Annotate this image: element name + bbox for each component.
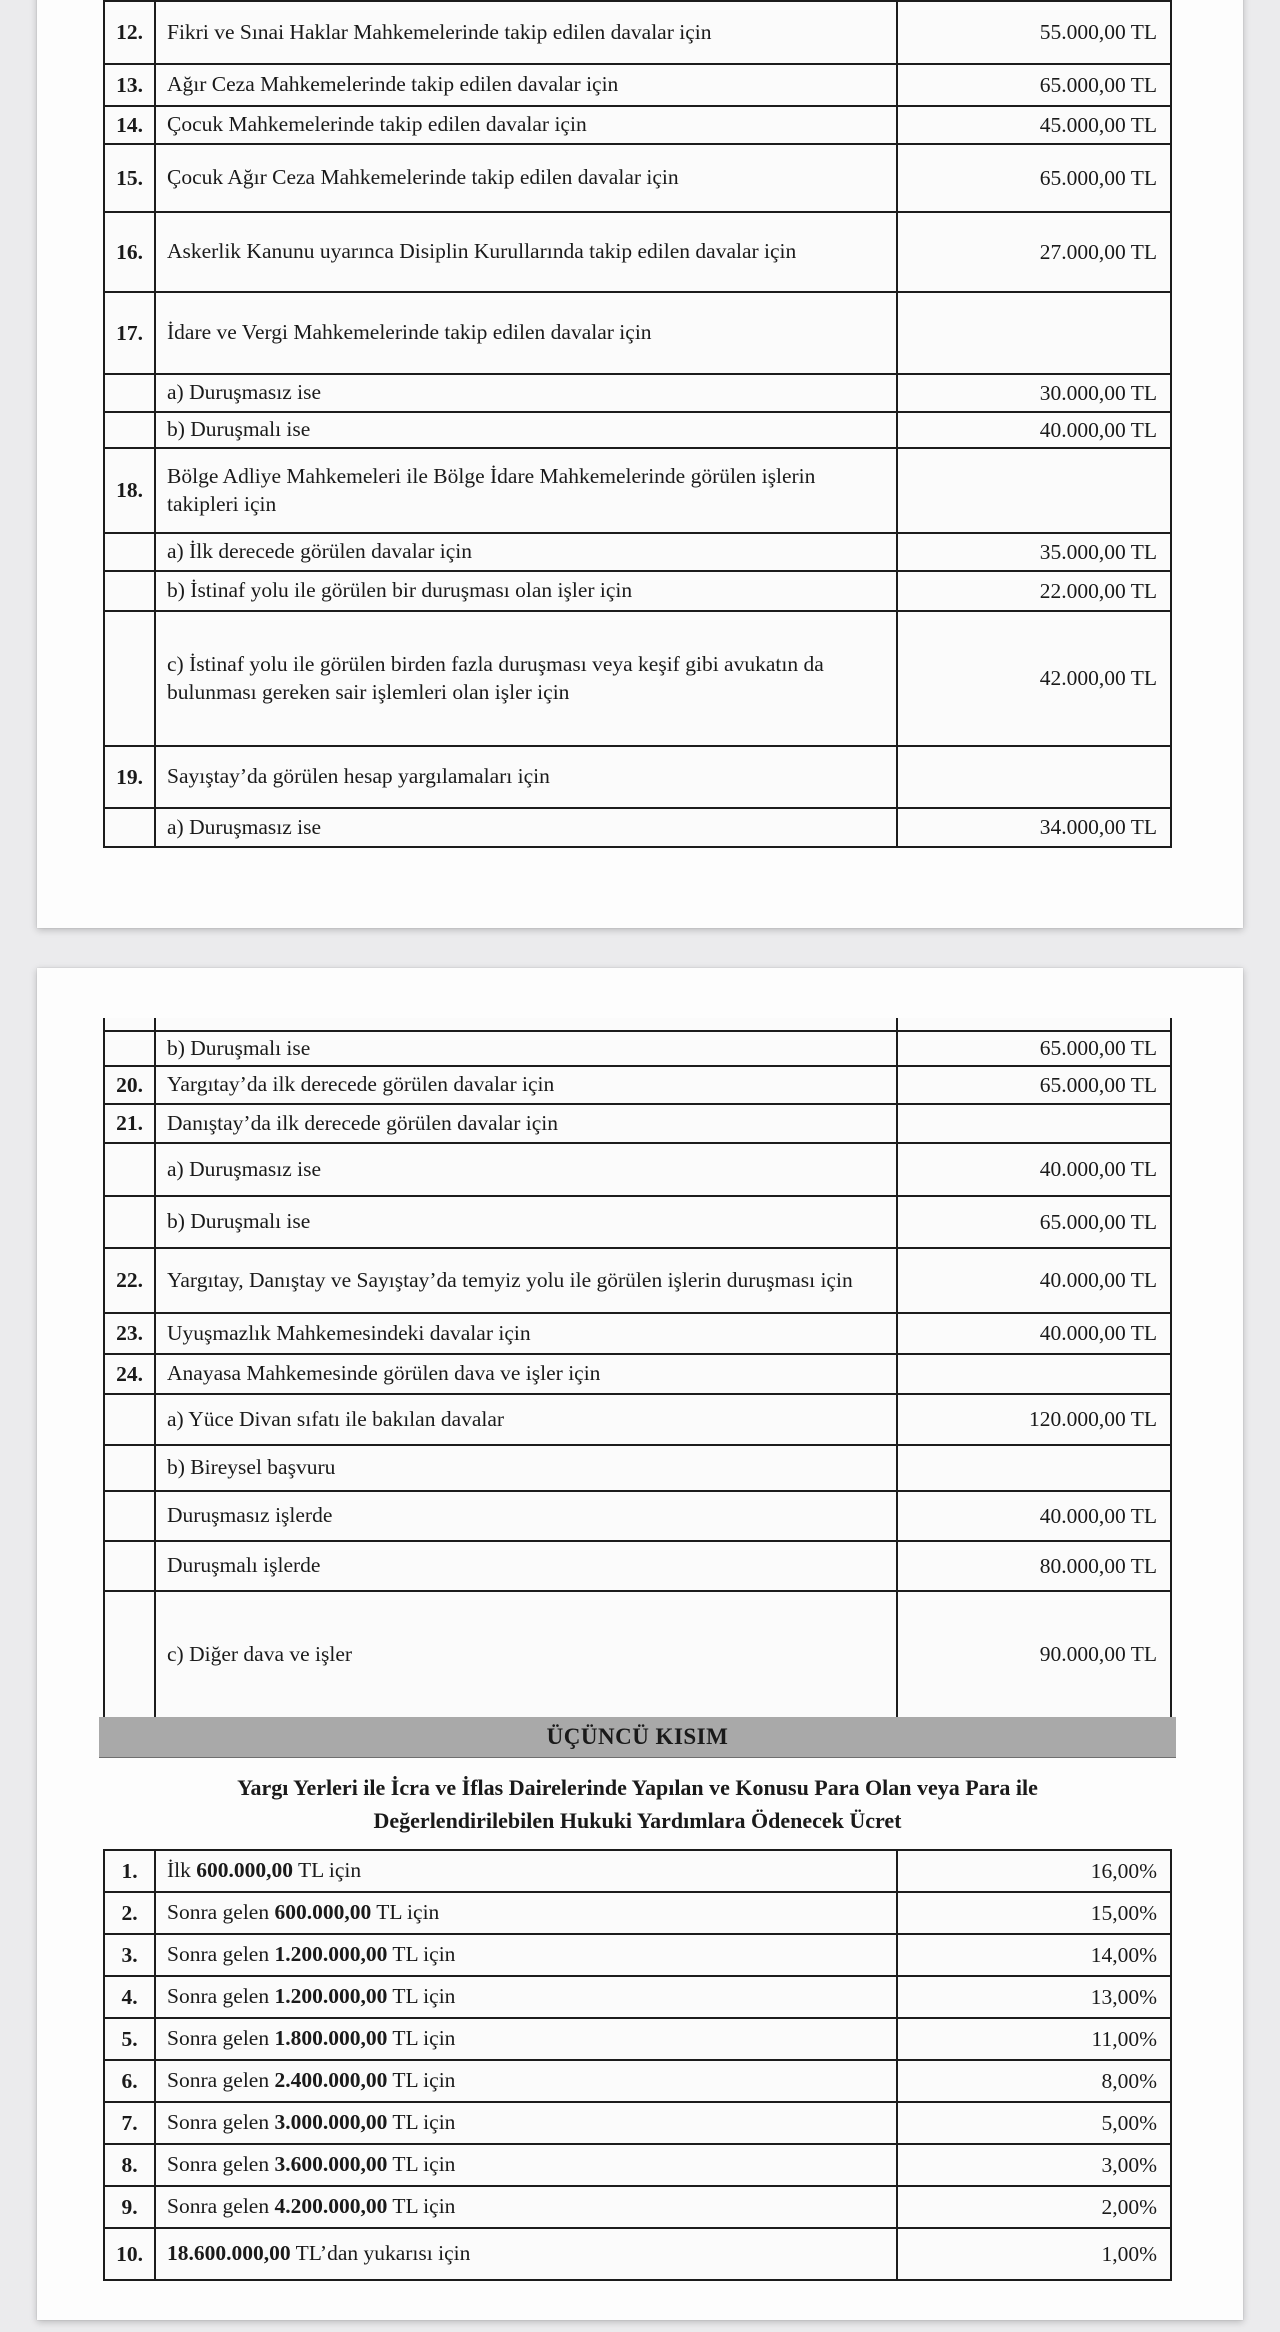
table-row xyxy=(105,1393,1170,1444)
table-row xyxy=(105,2143,1170,2185)
row-amount-cell-text: 30.000,00 TL xyxy=(1039,380,1157,405)
row-description-cell-text: a) Yüce Divan sıfatı ile bakılan davalar xyxy=(167,1406,505,1431)
row-number-cell-text: 24. xyxy=(116,1361,143,1386)
table-row xyxy=(105,745,1170,807)
row-amount-cell xyxy=(898,1592,1170,1717)
row-amount-cell xyxy=(898,1032,1170,1065)
table-row xyxy=(105,143,1170,211)
row-number-cell-text: 19. xyxy=(116,764,143,789)
row-description-cell xyxy=(156,747,898,807)
row-amount-cell xyxy=(898,1197,1170,1247)
row-amount-cell xyxy=(898,2187,1170,2227)
row-amount-cell xyxy=(898,534,1170,570)
row-description-cell xyxy=(156,1314,898,1353)
row-description-cell-text: b) Bireysel başvuru xyxy=(167,1455,336,1480)
row-number-cell xyxy=(105,1249,156,1312)
row-number-cell xyxy=(105,1935,156,1975)
row-description-cell xyxy=(156,1018,898,1030)
row-number-cell xyxy=(105,213,156,291)
row-amount-cell-text: 40.000,00 TL xyxy=(1039,417,1157,442)
table-row xyxy=(105,807,1170,846)
row-description-cell-text: b) Duruşmalı ise xyxy=(167,1209,311,1234)
fee-table-page2-top xyxy=(103,1018,1172,1717)
row-description-post: TL için xyxy=(387,1984,456,2009)
row-number-cell-text: 22. xyxy=(116,1268,143,1292)
row-description-text xyxy=(167,1857,361,1885)
table-row xyxy=(105,1142,1170,1195)
row-amount-cell xyxy=(898,809,1170,846)
row-amount-cell-text: 65.000,00 TL xyxy=(1039,1036,1157,1060)
row-amount-cell xyxy=(898,1851,1170,1891)
fee-table-section3 xyxy=(103,1849,1172,2281)
row-amount-cell-text: 27.000,00 TL xyxy=(1039,239,1157,264)
row-description-bold: 18.600.000,00 xyxy=(167,2241,291,2266)
row-description-cell-text: Duruşmalı işlerde xyxy=(167,1553,321,1578)
row-amount-cell-text: 65.000,00 TL xyxy=(1039,72,1157,97)
row-amount-cell xyxy=(898,1542,1170,1590)
table-row xyxy=(105,1195,1170,1247)
row-amount-cell xyxy=(898,2229,1170,2279)
table-row xyxy=(105,1444,1170,1490)
row-description-cell-text: b) İstinaf yolu ile görülen bir duruşması olan işler için xyxy=(167,578,633,603)
row-description-text xyxy=(167,2109,455,2137)
row-description-post: TL için xyxy=(293,1858,362,1883)
table-row xyxy=(105,447,1170,532)
row-amount-cell-text: 11,00% xyxy=(1091,2026,1157,2051)
row-amount-cell xyxy=(898,293,1170,373)
row-description-cell-text: Uyuşmazlık Mahkemesindeki davalar için xyxy=(167,1320,531,1345)
row-amount-cell xyxy=(898,1018,1170,1030)
row-description-cell xyxy=(156,2061,898,2101)
row-description-cell-text: a) Duruşmasız ise xyxy=(167,380,322,405)
row-number-cell xyxy=(105,1977,156,2017)
row-amount-cell-text: 13,00% xyxy=(1090,1984,1157,2009)
row-number-cell xyxy=(105,1105,156,1142)
row-description-cell-text: Askerlik Kanunu uyarınca Disiplin Kurullarında takip edilen davalar için xyxy=(167,239,797,264)
row-amount-cell xyxy=(898,1977,1170,2017)
row-description-cell-text: İdare ve Vergi Mahkemelerinde takip edilen davalar için xyxy=(167,320,652,345)
row-description-pre: Sonra gelen xyxy=(167,1942,275,1967)
row-number-cell xyxy=(105,2,156,63)
row-number-cell-text: 8. xyxy=(121,2152,138,2177)
row-description-post: TL için xyxy=(387,2194,456,2219)
row-description-cell-text: Bölge Adliye Mahkemeleri ile Bölge İdare Mahkemelerinde görülen işlerin takipleri için xyxy=(167,463,816,516)
row-number-cell-text: 7. xyxy=(121,2110,138,2135)
row-amount-cell xyxy=(898,1893,1170,1933)
table-row xyxy=(105,610,1170,745)
row-amount-cell-text: 8,00% xyxy=(1101,2068,1157,2093)
row-description-cell-text: Fikri ve Sınai Haklar Mahkemelerinde takip edilen davalar için xyxy=(167,19,712,44)
row-amount-cell-text: 22.000,00 TL xyxy=(1039,578,1157,603)
row-description-bold: 1.200.000,00 xyxy=(274,1942,388,1967)
row-description-cell xyxy=(156,2,898,63)
row-amount-cell-text: 80.000,00 TL xyxy=(1039,1553,1157,1578)
row-amount-cell-text: 3,00% xyxy=(1101,2152,1157,2177)
row-number-cell xyxy=(105,1592,156,1717)
row-number-cell xyxy=(105,572,156,610)
row-description-cell xyxy=(156,293,898,373)
row-number-cell-text: 3. xyxy=(121,1942,138,1967)
row-description-cell xyxy=(156,2103,898,2143)
row-number-cell-text: 4. xyxy=(121,1984,138,2009)
table-row xyxy=(105,1030,1170,1065)
row-amount-cell-text: 40.000,00 TL xyxy=(1039,1157,1157,1181)
row-amount-cell-text: 90.000,00 TL xyxy=(1039,1642,1157,1666)
row-description-cell xyxy=(156,2019,898,2059)
row-amount-cell xyxy=(898,449,1170,532)
row-description-post: TL için xyxy=(387,2152,456,2177)
table-row xyxy=(105,1975,1170,2017)
row-description-bold: 1.800.000,00 xyxy=(274,2026,388,2051)
row-number-cell-text: 20. xyxy=(116,1072,143,1097)
table-row xyxy=(105,211,1170,291)
row-description-cell-text: b) Duruşmalı ise xyxy=(167,1035,311,1060)
row-number-cell-text: 1. xyxy=(121,1858,138,1883)
row-number-cell-text: 23. xyxy=(116,1321,143,1345)
row-description-pre: Sonra gelen xyxy=(167,2152,275,2177)
row-description-cell xyxy=(156,1105,898,1142)
row-description-cell xyxy=(156,1542,898,1590)
row-number-cell xyxy=(105,65,156,105)
row-amount-cell xyxy=(898,2145,1170,2185)
row-description-cell-text: Yargıtay’da ilk derecede görülen davalar için xyxy=(167,1072,555,1097)
row-amount-cell-text: 55.000,00 TL xyxy=(1039,20,1157,44)
row-description-cell xyxy=(156,1032,898,1065)
row-description-text xyxy=(167,2240,470,2268)
row-amount-cell-text: 40.000,00 TL xyxy=(1039,1503,1157,1528)
table-row xyxy=(105,1490,1170,1540)
row-description-cell xyxy=(156,1977,898,2017)
row-number-cell xyxy=(105,1314,156,1353)
row-description-cell-text: b) Duruşmalı ise xyxy=(167,417,311,442)
table-row xyxy=(105,1312,1170,1353)
row-number-cell xyxy=(105,2187,156,2227)
row-description-cell xyxy=(156,449,898,532)
row-description-pre: Sonra gelen xyxy=(167,1984,275,2009)
table-row xyxy=(105,373,1170,411)
row-number-cell xyxy=(105,2019,156,2059)
row-description-post: TL’dan yukarısı için xyxy=(290,2241,471,2266)
row-amount-cell-text: 5,00% xyxy=(1101,2110,1157,2135)
table-row xyxy=(105,411,1170,447)
row-amount-cell xyxy=(898,2103,1170,2143)
row-number-cell xyxy=(105,1355,156,1393)
document-page-2 xyxy=(37,968,1243,2320)
row-amount-cell xyxy=(898,1314,1170,1353)
row-amount-cell-text: 40.000,00 TL xyxy=(1039,1268,1157,1292)
row-description-cell xyxy=(156,572,898,610)
table-row xyxy=(105,1065,1170,1103)
row-number-cell-text: 21. xyxy=(116,1111,143,1135)
row-amount-cell-text: 2,00% xyxy=(1101,2194,1157,2219)
row-description-cell-text: a) İlk derecede görülen davalar için xyxy=(167,539,473,564)
row-description-cell-text: Anayasa Mahkemesinde görülen dava ve işler için xyxy=(167,1361,601,1386)
row-number-cell xyxy=(105,612,156,745)
row-number-cell xyxy=(105,1446,156,1490)
row-amount-cell xyxy=(898,2019,1170,2059)
row-number-cell xyxy=(105,1018,156,1030)
row-number-cell xyxy=(105,1851,156,1891)
row-description-bold: 600.000,00 xyxy=(274,1900,372,1925)
row-description-cell xyxy=(156,145,898,211)
row-amount-cell-text: 65.000,00 TL xyxy=(1039,165,1157,190)
row-amount-cell xyxy=(898,747,1170,807)
row-description-cell xyxy=(156,612,898,745)
table-row xyxy=(105,570,1170,610)
row-amount-cell xyxy=(898,375,1170,411)
row-description-cell-text: Yargıtay, Danıştay ve Sayıştay’da temyiz yolu ile görülen işlerin duruşması için xyxy=(167,1267,853,1292)
row-number-cell xyxy=(105,809,156,846)
row-description-cell xyxy=(156,1395,898,1444)
row-description-cell xyxy=(156,1592,898,1717)
row-description-cell xyxy=(156,1935,898,1975)
row-amount-cell xyxy=(898,2,1170,63)
row-description-cell-text: Duruşmasız işlerde xyxy=(167,1503,333,1528)
row-description-cell xyxy=(156,1067,898,1103)
row-number-cell xyxy=(105,449,156,532)
table-row xyxy=(105,1849,1170,1891)
row-description-bold: 2.400.000,00 xyxy=(274,2068,388,2093)
row-amount-cell xyxy=(898,1067,1170,1103)
row-description-text xyxy=(167,2151,455,2179)
row-number-cell xyxy=(105,2145,156,2185)
row-number-cell xyxy=(105,107,156,143)
row-amount-cell xyxy=(898,145,1170,211)
section-header-title: ÜÇÜNCÜ KISIM xyxy=(546,1724,729,1749)
table-row xyxy=(105,291,1170,373)
row-amount-cell xyxy=(898,213,1170,291)
row-description-cell xyxy=(156,1355,898,1393)
row-description-text xyxy=(167,2193,455,2221)
section-header-band xyxy=(99,1717,1176,1758)
row-amount-cell xyxy=(898,413,1170,447)
row-number-cell-text: 12. xyxy=(116,20,143,44)
row-number-cell xyxy=(105,2103,156,2143)
row-amount-cell xyxy=(898,1249,1170,1312)
row-amount-cell xyxy=(898,1446,1170,1490)
row-amount-cell-text: 14,00% xyxy=(1090,1942,1157,1967)
row-number-cell xyxy=(105,1144,156,1195)
row-description-cell xyxy=(156,65,898,105)
row-description-text xyxy=(167,1983,455,2011)
row-amount-cell xyxy=(898,1395,1170,1444)
row-number-cell-text: 17. xyxy=(116,320,143,345)
row-number-cell xyxy=(105,1542,156,1590)
table-row xyxy=(105,105,1170,143)
row-description-cell-text: c) Diğer dava ve işler xyxy=(167,1641,353,1666)
row-amount-cell-text: 42.000,00 TL xyxy=(1039,666,1157,690)
row-description-cell xyxy=(156,1893,898,1933)
row-description-cell xyxy=(156,809,898,846)
row-amount-cell xyxy=(898,1144,1170,1195)
row-description-pre: İlk xyxy=(167,1858,197,1883)
row-amount-cell-text: 40.000,00 TL xyxy=(1039,1321,1157,1345)
table-row xyxy=(105,63,1170,105)
row-number-cell xyxy=(105,1067,156,1103)
table-row xyxy=(105,2059,1170,2101)
row-number-cell-text: 2. xyxy=(121,1900,138,1925)
row-number-cell xyxy=(105,413,156,447)
row-number-cell xyxy=(105,145,156,211)
table-row xyxy=(105,2227,1170,2279)
row-amount-cell xyxy=(898,1492,1170,1540)
row-description-cell-text: Çocuk Ağır Ceza Mahkemelerinde takip edilen davalar için xyxy=(167,165,679,190)
row-description-pre: Sonra gelen xyxy=(167,2068,275,2093)
row-description-cell xyxy=(156,1492,898,1540)
row-description-cell-text: a) Duruşmasız ise xyxy=(167,814,322,839)
row-amount-cell xyxy=(898,572,1170,610)
row-number-cell xyxy=(105,293,156,373)
row-description-cell xyxy=(156,2229,898,2279)
row-amount-cell-text: 65.000,00 TL xyxy=(1039,1072,1157,1097)
row-description-cell-text: Çocuk Mahkemelerinde takip edilen davalar için xyxy=(167,112,587,137)
row-number-cell xyxy=(105,1197,156,1247)
row-description-cell-text: Sayıştay’da görülen hesap yargılamaları için xyxy=(167,764,550,789)
row-description-post: TL için xyxy=(387,2026,456,2051)
row-description-post: TL için xyxy=(387,1942,456,1967)
row-description-post: TL için xyxy=(387,2110,456,2135)
row-number-cell-text: 13. xyxy=(116,72,143,97)
row-number-cell xyxy=(105,747,156,807)
table-row xyxy=(105,1247,1170,1312)
row-amount-cell-text: 1,00% xyxy=(1101,2241,1157,2266)
row-amount-cell xyxy=(898,2061,1170,2101)
row-number-cell xyxy=(105,1395,156,1444)
row-description-cell xyxy=(156,413,898,447)
row-description-bold: 3.600.000,00 xyxy=(274,2152,388,2177)
row-description-cell xyxy=(156,107,898,143)
row-number-cell-text: 16. xyxy=(116,239,143,264)
row-description-cell xyxy=(156,1249,898,1312)
row-amount-cell xyxy=(898,1355,1170,1393)
row-description-bold: 1.200.000,00 xyxy=(274,1984,388,2009)
row-amount-cell xyxy=(898,1105,1170,1142)
row-description-bold: 3.000.000,00 xyxy=(274,2110,388,2135)
row-description-text xyxy=(167,1941,455,1969)
table-row xyxy=(105,1103,1170,1142)
row-number-cell-text: 6. xyxy=(121,2068,138,2093)
table-row xyxy=(105,1590,1170,1717)
row-description-pre: Sonra gelen xyxy=(167,1900,275,1925)
table-row xyxy=(105,1891,1170,1933)
row-number-cell xyxy=(105,1032,156,1065)
row-description-cell-text: c) İstinaf yolu ile görülen birden fazla duruşması veya keşif gibi avukatın da bulunması gereken sair işlemleri olan işler için xyxy=(167,651,824,704)
row-description-cell xyxy=(156,1197,898,1247)
row-description-cell-text: Danıştay’da ilk derecede görülen davalar için xyxy=(167,1110,558,1135)
row-description-bold: 600.000,00 xyxy=(196,1858,294,1883)
row-description-cell-text: a) Duruşmasız ise xyxy=(167,1156,322,1181)
row-amount-cell-text: 34.000,00 TL xyxy=(1039,815,1157,839)
row-description-cell xyxy=(156,1446,898,1490)
fee-table-page1 xyxy=(103,0,1172,848)
row-amount-cell-text: 45.000,00 TL xyxy=(1039,112,1157,137)
row-number-cell-text: 9. xyxy=(121,2194,138,2219)
row-number-cell-text: 18. xyxy=(116,478,143,502)
row-number-cell xyxy=(105,534,156,570)
row-description-pre: Sonra gelen xyxy=(167,2026,275,2051)
row-amount-cell xyxy=(898,1935,1170,1975)
row-description-cell-text: Ağır Ceza Mahkemelerinde takip edilen davalar için xyxy=(167,72,619,97)
row-number-cell-text: 10. xyxy=(116,2241,143,2266)
row-amount-cell-text: 16,00% xyxy=(1090,1858,1157,1883)
row-number-cell xyxy=(105,2061,156,2101)
table-row xyxy=(105,0,1170,63)
row-description-text xyxy=(167,1899,439,1927)
row-description-cell xyxy=(156,534,898,570)
row-description-cell xyxy=(156,375,898,411)
row-amount-cell xyxy=(898,65,1170,105)
table-row xyxy=(105,1933,1170,1975)
row-amount-cell xyxy=(898,612,1170,745)
row-amount-cell-text: 120.000,00 TL xyxy=(1028,1407,1157,1431)
table-row xyxy=(105,2101,1170,2143)
row-description-text xyxy=(167,2025,455,2053)
row-description-post: TL için xyxy=(387,2068,456,2093)
row-number-cell-text: 14. xyxy=(116,112,143,137)
row-description-cell xyxy=(156,2187,898,2227)
section-subtitle: Yargı Yerleri ile İcra ve İflas Dairelerinde Yapılan ve Konusu Para Olan veya Para ile Değerlendirilebilen Hukuki Yardımlara Ödenecek Ücret xyxy=(237,1775,1038,1833)
row-number-cell xyxy=(105,375,156,411)
row-number-cell xyxy=(105,2229,156,2279)
row-amount-cell-text: 35.000,00 TL xyxy=(1039,539,1157,564)
table-row xyxy=(105,2185,1170,2227)
table-row xyxy=(105,1353,1170,1393)
row-description-pre: Sonra gelen xyxy=(167,2110,275,2135)
table-row xyxy=(105,1540,1170,1590)
table-row xyxy=(105,532,1170,570)
table-row xyxy=(105,2017,1170,2059)
row-amount-cell-text: 65.000,00 TL xyxy=(1039,1209,1157,1234)
row-number-cell xyxy=(105,1492,156,1540)
row-number-cell-text: 15. xyxy=(116,165,143,190)
row-description-text xyxy=(167,2067,455,2095)
row-description-cell xyxy=(156,1851,898,1891)
row-description-bold: 4.200.000,00 xyxy=(274,2194,388,2219)
row-number-cell xyxy=(105,1893,156,1933)
row-amount-cell-text: 15,00% xyxy=(1090,1900,1157,1925)
row-amount-cell xyxy=(898,107,1170,143)
row-description-pre: Sonra gelen xyxy=(167,2194,275,2219)
row-description-cell xyxy=(156,213,898,291)
row-description-cell xyxy=(156,2145,898,2185)
row-number-cell-text: 5. xyxy=(121,2026,138,2051)
document-page-1 xyxy=(37,0,1243,928)
row-description-cell xyxy=(156,1144,898,1195)
row-description-post: TL için xyxy=(371,1900,440,1925)
table-row-stub xyxy=(105,1018,1170,1030)
